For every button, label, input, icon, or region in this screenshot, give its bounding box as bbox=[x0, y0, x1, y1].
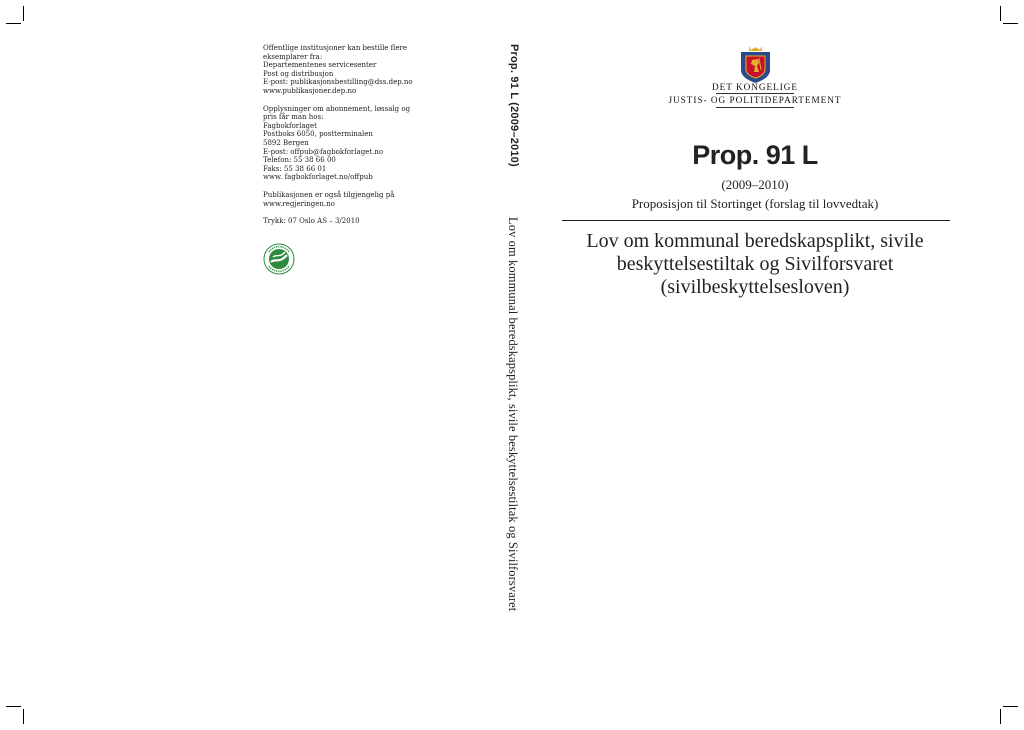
law-title-line: beskyttelsestiltak og Sivilforsvaret bbox=[616, 253, 894, 275]
subscription-info-line: Telefon: 55 38 66 00 bbox=[263, 156, 336, 165]
subscription-info-line: Fagbokforlaget bbox=[263, 121, 317, 130]
divider bbox=[716, 93, 794, 94]
crop-mark bbox=[1000, 709, 1001, 724]
order-info-line: www.publikasjoner.dep.no bbox=[263, 86, 357, 95]
subscription-info-line: Opplysninger om abonnement, løssalg og bbox=[263, 104, 411, 113]
order-info-line: eksemplarer fra: bbox=[263, 52, 323, 61]
print-info-line: Trykk: 07 Oslo AS – 3/2010 bbox=[263, 217, 360, 226]
order-info-line: Post og distribusjon bbox=[263, 69, 334, 78]
subscription-info-line: E-post: offpub@fagbokforlaget.no bbox=[263, 147, 384, 156]
session-years: (2009–2010) bbox=[721, 177, 789, 192]
subscription-info bbox=[263, 105, 433, 182]
order-info-line: Offentlige institusjoner kan bestille flere bbox=[263, 44, 407, 52]
subscription-info-line: Faks: 55 38 66 01 bbox=[263, 164, 327, 173]
subscription-info-line: www. fagbokforlaget.no/offpub bbox=[263, 173, 373, 182]
back-cover-info bbox=[263, 44, 433, 235]
law-title-line: (sivilbeskyttelsesloven) bbox=[660, 276, 850, 298]
crop-mark bbox=[6, 23, 21, 24]
crop-mark bbox=[1003, 23, 1018, 24]
document-type: Proposisjon til Stortinget (forslag til lovvedtak) bbox=[631, 196, 879, 211]
web-info bbox=[263, 191, 433, 208]
ministry-line-1: DET KONGELIGE bbox=[711, 82, 799, 92]
subscription-info-line: Postboks 6050, postterminalen bbox=[263, 130, 373, 139]
ministry-line-2: JUSTIS- OG POLITIDEPARTEMENT bbox=[668, 95, 842, 105]
print-info bbox=[263, 217, 433, 226]
web-info-line: Publikasjonen er også tilgjengelig på bbox=[263, 190, 395, 199]
spine-prop-number: Prop. 91 L (2009–2010) bbox=[508, 44, 520, 167]
order-info-line: E-post: publikasjonsbestilling@dss.dep.no bbox=[263, 78, 413, 87]
crop-mark bbox=[6, 706, 21, 707]
crop-mark bbox=[23, 709, 24, 724]
web-info-line: www.regjeringen.no bbox=[263, 199, 335, 208]
ministry-name bbox=[655, 82, 855, 108]
proposition-number: Prop. 91 L bbox=[692, 140, 818, 170]
crop-mark bbox=[23, 6, 24, 21]
order-info bbox=[263, 44, 433, 96]
subscription-info-line: pris får man hos: bbox=[263, 113, 324, 122]
crop-mark bbox=[1003, 706, 1018, 707]
law-title-line: Lov om kommunal beredskapsplikt, sivile bbox=[586, 230, 924, 252]
divider bbox=[716, 107, 794, 108]
nordic-swan-ecolabel-icon bbox=[263, 243, 295, 275]
law-title bbox=[560, 230, 950, 299]
crop-mark bbox=[1000, 6, 1001, 21]
order-info-line: Departementenes servicesenter bbox=[263, 61, 377, 70]
norwegian-coat-of-arms-icon bbox=[739, 44, 772, 84]
spine-title: Lov om kommunal beredskapsplikt, sivile beskyttelsestiltak og Sivilforsvaret bbox=[506, 217, 520, 612]
divider bbox=[562, 220, 950, 221]
subscription-info-line: 5892 Bergen bbox=[263, 138, 309, 147]
